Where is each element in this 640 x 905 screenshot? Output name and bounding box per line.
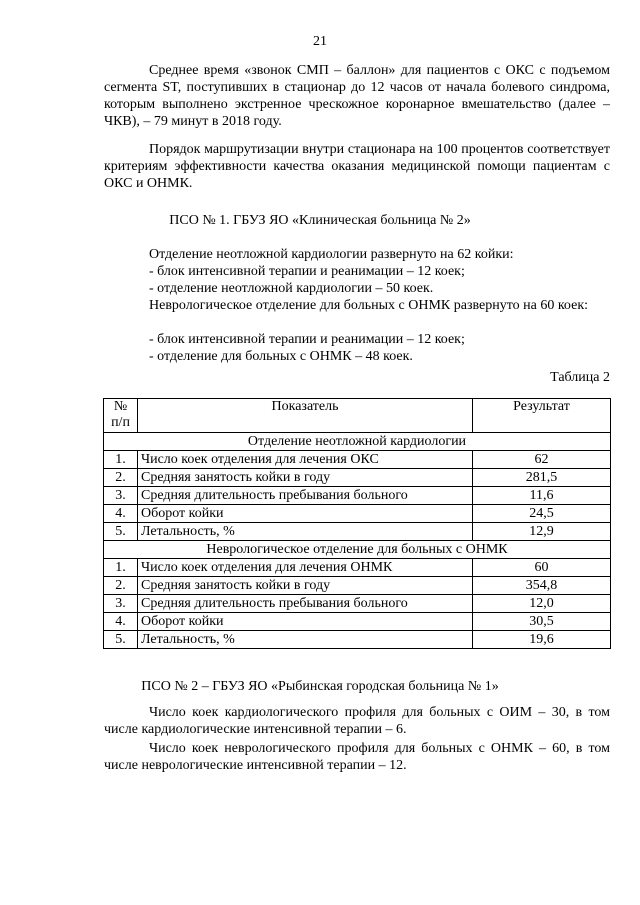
- row-indicator: Средняя занятость койки в году: [138, 577, 473, 595]
- table-row: [104, 505, 611, 523]
- row-result: 281,5: [473, 469, 611, 487]
- table-row: [104, 631, 611, 649]
- row-indicator: Средняя длительность пребывания больного: [138, 487, 473, 505]
- row-indicator: Средняя длительность пребывания больного: [138, 595, 473, 613]
- row-indicator: Число коек отделения для лечения ОНМК: [138, 559, 473, 577]
- page-number: 21: [313, 34, 327, 49]
- pso1-paragraph-4: Неврологическое отделение для больных с ОНМК развернуто на 60 коек:: [149, 298, 589, 313]
- row-indicator: Летальность, %: [138, 631, 473, 649]
- row-num: 5.: [104, 523, 138, 541]
- row-result: 12,9: [473, 523, 611, 541]
- section-title: Неврологическое отделение для больных с ОНМК: [104, 541, 611, 559]
- row-result: 62: [473, 451, 611, 469]
- row-num: 4.: [104, 613, 138, 631]
- pso2-paragraph-2: Число коек неврологического профиля для больных с ОНМК – 60, в том числе неврологические интенсивной терапии – 12.: [104, 741, 610, 773]
- pso1-line-6: - отделение для больных с ОНМК – 48 коек.: [149, 349, 413, 364]
- table-row: [104, 451, 611, 469]
- intro-paragraph-1: Среднее время «звонок СМП – баллон» для пациентов с ОКС с подъемом сегмента ST, поступивших в стационар до 12 часов от начала болевого синдрома, которым выполнено экстренное чрескожное коронарное вмешательство (далее – ЧКВ), – 79 минут в 2018 году.: [104, 63, 610, 129]
- row-num: 2.: [104, 577, 138, 595]
- table-row: [104, 595, 611, 613]
- header-indicator: Показатель: [138, 399, 473, 433]
- section-row: [104, 433, 611, 451]
- table-row: [104, 523, 611, 541]
- pso1-line-3: - отделение неотложной кардиологии – 50 коек.: [149, 281, 434, 296]
- row-result: 12,0: [473, 595, 611, 613]
- row-num: 3.: [104, 487, 138, 505]
- row-result: 11,6: [473, 487, 611, 505]
- data-table: [103, 398, 611, 649]
- row-num: 5.: [104, 631, 138, 649]
- pso1-line-5: - блок интенсивной терапии и реанимации – 12 коек;: [149, 332, 465, 347]
- table-caption: Таблица 2: [550, 370, 610, 385]
- row-indicator: Число коек отделения для лечения ОКС: [138, 451, 473, 469]
- intro-paragraph-2: Порядок маршрутизации внутри стационара на 100 процентов соответствует критериям эффективности качества оказания медицинской помощи пациентам с ОКС и ОНМК.: [104, 142, 610, 191]
- row-result: 19,6: [473, 631, 611, 649]
- header-result: Результат: [473, 399, 611, 433]
- pso2-heading: ПСО № 2 – ГБУЗ ЯО «Рыбинская городская больница № 1»: [141, 679, 499, 694]
- row-indicator: Летальность, %: [138, 523, 473, 541]
- row-result: 354,8: [473, 577, 611, 595]
- table-row: [104, 613, 611, 631]
- row-result: 24,5: [473, 505, 611, 523]
- row-num: 2.: [104, 469, 138, 487]
- pso1-heading: ПСО № 1. ГБУЗ ЯО «Клиническая больница № 2»: [169, 213, 471, 228]
- section-title: Отделение неотложной кардиологии: [104, 433, 611, 451]
- row-result: 30,5: [473, 613, 611, 631]
- row-num: 1.: [104, 559, 138, 577]
- table-row: [104, 577, 611, 595]
- table-row: [104, 559, 611, 577]
- row-indicator: Средняя занятость койки в году: [138, 469, 473, 487]
- row-num: 4.: [104, 505, 138, 523]
- row-result: 60: [473, 559, 611, 577]
- pso1-line-2: - блок интенсивной терапии и реанимации – 12 коек;: [149, 264, 465, 279]
- pso2-paragraph-1: Число коек кардиологического профиля для больных с ОИМ – 30, в том числе кардиологические интенсивной терапии – 6.: [104, 705, 610, 737]
- header-num: № п/п: [104, 399, 138, 433]
- table-row: [104, 469, 611, 487]
- section-row: [104, 541, 611, 559]
- table-header-row: [104, 399, 611, 433]
- row-indicator: Оборот койки: [138, 613, 473, 631]
- pso1-line-1: Отделение неотложной кардиологии развернуто на 62 койки:: [149, 247, 514, 262]
- table-row: [104, 487, 611, 505]
- row-num: 1.: [104, 451, 138, 469]
- row-num: 3.: [104, 595, 138, 613]
- row-indicator: Оборот койки: [138, 505, 473, 523]
